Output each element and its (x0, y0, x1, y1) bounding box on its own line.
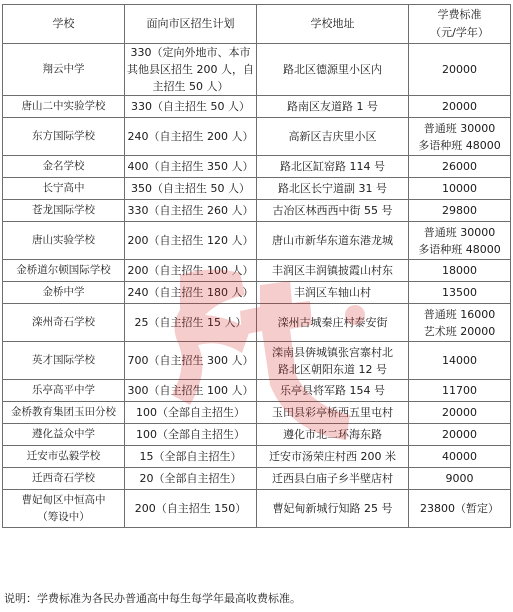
cell-address-line: 丰润区丰润镇披霞山村东 (272, 264, 393, 277)
table-row (3, 424, 511, 446)
table-row (3, 44, 511, 96)
cell-fee-line: 40000 (442, 450, 477, 463)
cell-fee (409, 118, 511, 156)
cell-plan (125, 304, 257, 342)
cell-plan (125, 44, 257, 96)
cell-school-line: 英才国际学校 (32, 354, 95, 366)
cell-address-line: 路北区缸窑路 114 号 (280, 160, 385, 173)
cell-school-line: 金桥教育集团玉田分校 (11, 406, 116, 418)
cell-address-line: 古冶区林西西中街 55 号 (272, 204, 393, 217)
cell-school (3, 402, 125, 424)
cell-school-line: 金桥道尔顿国际学校 (16, 264, 111, 276)
cell-fee-line: 普通班 30000 (423, 121, 496, 135)
cell-address (257, 156, 409, 178)
cell-school (3, 446, 125, 468)
cell-address (257, 446, 409, 468)
cell-school (3, 490, 125, 528)
cell-address (257, 178, 409, 200)
cell-plan (125, 282, 257, 304)
cell-fee-line: 18000 (442, 264, 477, 277)
cell-school-line: （筹设中） (37, 510, 90, 523)
cell-plan-line: 400（自主招生 350 人） (127, 160, 254, 173)
cell-plan (125, 200, 257, 222)
cell-fee (409, 342, 511, 380)
cell-address (257, 490, 409, 528)
header-school: 学校 (3, 5, 125, 44)
cell-plan (125, 490, 257, 528)
cell-school-line: 滦州奇石学校 (32, 316, 95, 328)
cell-school-line: 金名学校 (42, 160, 85, 172)
cell-school (3, 156, 125, 178)
table-row (3, 402, 511, 424)
cell-plan (125, 96, 257, 118)
table-row (3, 380, 511, 402)
table-row (3, 282, 511, 304)
cell-address-line: 丰润区车轴山村 (294, 286, 371, 299)
cell-plan-line: 330（定向外地市、本市 (130, 46, 251, 59)
cell-plan (125, 178, 257, 200)
table-row (3, 468, 511, 490)
cell-school (3, 282, 125, 304)
cell-fee-line: 26000 (442, 160, 477, 173)
cell-plan-line: 15（全部自主招生） (139, 450, 242, 463)
cell-fee-line: 20000 (442, 100, 477, 113)
cell-address-line: 路北区朝阳东道 12 号 (278, 362, 387, 376)
cell-address-line: 滦南县倴城镇张宫寨村北 (272, 345, 393, 359)
cell-school-line: 唐山实验学校 (32, 234, 95, 246)
cell-plan (125, 468, 257, 490)
header-row (3, 5, 511, 44)
cell-address-line: 路北区长宁道副 31 号 (278, 182, 387, 195)
table-row (3, 222, 511, 260)
cell-address-line: 玉田县彩亭桥西五里屯村 (272, 406, 393, 419)
cell-plan (125, 222, 257, 260)
cell-plan-line: 25（自主招生 15 人） (134, 316, 247, 329)
cell-plan-line: 20（全部自主招生） (139, 472, 242, 485)
cell-fee (409, 222, 511, 260)
cell-fee-line: 9000 (445, 472, 474, 485)
cell-address-line: 迁安市汤荣庄村西 200 米 (269, 450, 396, 463)
cell-fee-line: 普通班 30000 (423, 225, 496, 239)
cell-school (3, 342, 125, 380)
cell-plan-line: 240（自主招生 180 人） (127, 286, 254, 299)
header-address: 学校地址 (257, 5, 409, 44)
cell-school-line: 迁安市弘毅学校 (26, 450, 101, 462)
table-row (3, 156, 511, 178)
cell-plan-line: 200（自主招生 120 人） (127, 234, 254, 247)
cell-school (3, 468, 125, 490)
cell-school (3, 96, 125, 118)
cell-school-line: 迁西奇石学校 (32, 472, 95, 484)
tuition-table (2, 4, 511, 528)
cell-address-line: 乐亭县将军路 154 号 (280, 384, 385, 397)
table-row (3, 304, 511, 342)
cell-address (257, 424, 409, 446)
cell-school (3, 222, 125, 260)
cell-fee (409, 44, 511, 96)
header-fee-line: 学费标准 (437, 8, 482, 21)
cell-address (257, 222, 409, 260)
cell-school-line: 唐山二中实验学校 (21, 100, 106, 112)
cell-fee (409, 380, 511, 402)
footnote: 说明：学费标准为各民办普通高中每生每学年最高收费标准。 (4, 592, 301, 605)
cell-address (257, 468, 409, 490)
cell-address-line: 唐山市新华东道东港龙城 (272, 234, 393, 247)
cell-plan-line: 330（自主招生 260 人） (127, 204, 254, 217)
cell-plan (125, 380, 257, 402)
cell-fee-line: 20000 (442, 63, 477, 76)
cell-fee-line: 13500 (442, 286, 477, 299)
table-row (3, 490, 511, 528)
table-row (3, 178, 511, 200)
table-row (3, 118, 511, 156)
cell-address-line: 路南区友道路 1 号 (287, 100, 378, 113)
cell-address-line: 高新区吉庆里小区 (288, 130, 377, 143)
cell-fee-line: 29800 (442, 204, 477, 217)
cell-school (3, 380, 125, 402)
cell-school-line: 金桥中学 (42, 286, 85, 298)
cell-fee-line: 23800（暂定） (420, 502, 499, 515)
cell-school-line: 东方国际学校 (32, 130, 95, 142)
cell-plan (125, 156, 257, 178)
cell-plan-line: 240（自主招生 200 人） (127, 130, 254, 143)
cell-address (257, 260, 409, 282)
cell-fee (409, 490, 511, 528)
cell-school (3, 424, 125, 446)
cell-plan-line: 350（自主招生 50 人） (131, 182, 250, 195)
cell-address-line: 迁西县白庙子乡半壁店村 (272, 472, 393, 485)
cell-plan-line: 100（全部自主招生） (136, 428, 245, 441)
table-row (3, 260, 511, 282)
cell-school-line: 曹妃甸区中恒高中 (21, 493, 106, 506)
cell-address (257, 342, 409, 380)
cell-fee (409, 200, 511, 222)
header-plan: 面向市区招生计划 (125, 5, 257, 44)
cell-plan-line: 主招生 50 人） (152, 80, 229, 93)
cell-address (257, 304, 409, 342)
cell-fee-line: 14000 (442, 354, 477, 367)
table-body (3, 44, 511, 528)
cell-plan (125, 446, 257, 468)
table-row (3, 446, 511, 468)
cell-fee-line: 20000 (442, 428, 477, 441)
table-header (3, 5, 511, 44)
cell-school (3, 260, 125, 282)
cell-fee (409, 446, 511, 468)
cell-fee (409, 282, 511, 304)
cell-address-line: 遵化市北二环海东路 (283, 428, 382, 441)
cell-plan-line: 330（自主招生 50 人） (131, 100, 250, 113)
header-fee (409, 5, 511, 44)
cell-address-line: 曹妃甸新城行知路 25 号 (272, 502, 393, 515)
cell-plan-line: 200（自主招生 150） (134, 502, 247, 515)
cell-school-line: 苍龙国际学校 (32, 204, 95, 216)
cell-plan-line: 其他县区招生 200 人，自 (127, 63, 254, 76)
cell-school-line: 翔云中学 (42, 63, 85, 75)
cell-fee-line: 10000 (442, 182, 477, 195)
cell-school (3, 118, 125, 156)
cell-fee-line: 多语种班 48000 (418, 138, 501, 152)
cell-fee (409, 96, 511, 118)
table-row (3, 96, 511, 118)
cell-plan-line: 200（自主招生 100 人） (127, 264, 254, 277)
cell-plan (125, 402, 257, 424)
cell-fee-line: 艺术班 20000 (423, 324, 496, 338)
cell-school-line: 遵化益众中学 (32, 428, 95, 440)
cell-plan-line: 700（自主招生 300 人） (127, 354, 254, 367)
cell-plan-line: 300（自主招生 100 人） (127, 384, 254, 397)
table-row (3, 342, 511, 380)
cell-address (257, 44, 409, 96)
cell-fee (409, 260, 511, 282)
cell-plan (125, 424, 257, 446)
cell-fee (409, 402, 511, 424)
table-row (3, 200, 511, 222)
cell-plan-line: 100（全部自主招生） (136, 406, 245, 419)
cell-plan (125, 260, 257, 282)
cell-fee (409, 304, 511, 342)
cell-school-line: 乐亭高平中学 (32, 384, 95, 396)
cell-school (3, 44, 125, 96)
cell-plan (125, 342, 257, 380)
cell-plan (125, 118, 257, 156)
cell-fee (409, 178, 511, 200)
cell-fee-line: 11700 (442, 384, 477, 397)
cell-address (257, 118, 409, 156)
cell-fee (409, 156, 511, 178)
cell-address (257, 200, 409, 222)
tuition-table-container (2, 4, 510, 528)
cell-fee (409, 424, 511, 446)
cell-school-line: 长宁高中 (42, 182, 85, 194)
cell-fee-line: 多语种班 48000 (418, 242, 501, 256)
cell-fee-line: 普通班 16000 (423, 307, 496, 321)
header-fee-line: （元/学年） (430, 26, 489, 39)
cell-fee (409, 468, 511, 490)
cell-address (257, 282, 409, 304)
cell-address-line: 滦州古城秦庄村泰安街 (277, 316, 388, 329)
cell-fee-line: 20000 (442, 406, 477, 419)
cell-address (257, 96, 409, 118)
cell-address-line: 路北区德源里小区内 (283, 63, 382, 76)
cell-school (3, 304, 125, 342)
cell-school (3, 178, 125, 200)
cell-address (257, 402, 409, 424)
cell-address (257, 380, 409, 402)
cell-school (3, 200, 125, 222)
